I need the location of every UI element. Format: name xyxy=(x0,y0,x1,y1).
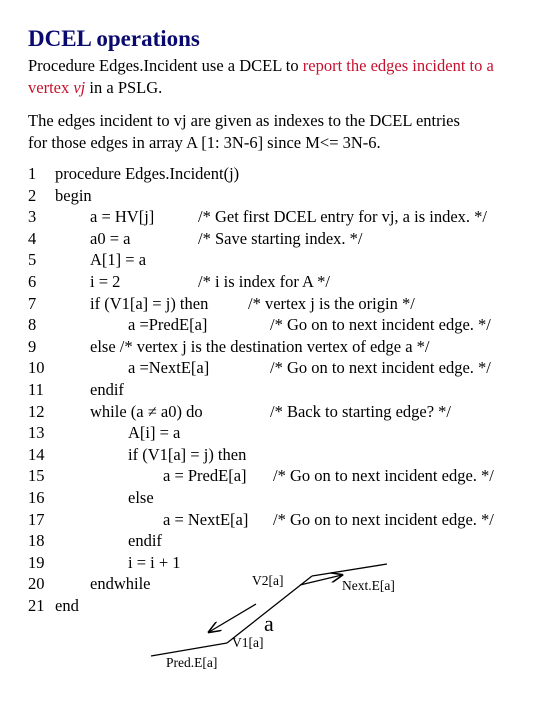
code-text: a =PredE[a] xyxy=(128,315,208,335)
code-text: A[1] = a xyxy=(90,250,147,270)
code-text: procedure Edges.Incident(j) xyxy=(55,164,240,183)
code-comment: /* Get first DCEL entry for vj, a is index. */ xyxy=(198,207,487,227)
line-number: 5 xyxy=(28,250,37,270)
code-text: while (a ≠ a0) do xyxy=(90,401,203,421)
line-number: 20 xyxy=(28,574,45,594)
line-number: 3 xyxy=(28,207,37,227)
explanation-line-1: The edges incident to vj are given as indexes to the DCEL entries xyxy=(28,111,460,130)
code-text: if (V1[a] = j) then xyxy=(128,444,247,464)
intro-text-2: in a PSLG. xyxy=(85,78,163,97)
code-text: endif xyxy=(90,380,124,399)
code-comment: /* vertex j is the origin */ xyxy=(248,293,415,313)
line-number: 2 xyxy=(28,185,37,205)
line-number: 14 xyxy=(28,444,45,464)
code-comment: /* Go on to next incident edge. */ xyxy=(273,509,494,529)
line-number: 10 xyxy=(28,358,45,378)
code-text: a =NextE[a] xyxy=(128,358,210,378)
v1-label: V1[a] xyxy=(232,635,264,650)
intro-highlight-vj: vj xyxy=(73,78,86,97)
code-comment: /* Go on to next incident edge. */ xyxy=(270,358,491,378)
code-comment: /* Back to starting edge? */ xyxy=(270,401,451,421)
line-number: 6 xyxy=(28,272,37,291)
code-text: if (V1[a] = j) then xyxy=(90,293,209,313)
line-number: 1 xyxy=(28,164,37,183)
intro-highlight-2: vertex xyxy=(28,78,74,97)
intro-highlight: report the edges incident to a xyxy=(302,56,494,75)
code-text: a = PredE[a] xyxy=(163,466,247,486)
code-text: i = i + 1 xyxy=(128,552,181,572)
line-number: 12 xyxy=(28,401,45,421)
code-text: a = HV[j] xyxy=(90,207,155,227)
v2-label: V2[a] xyxy=(252,573,284,588)
pred-edge-label: Pred.E[a] xyxy=(166,655,218,670)
code-comment: /* i is index for A */ xyxy=(198,272,330,291)
code-text: i = 2 xyxy=(90,272,121,291)
explanation-line-2: for those edges in array A [1: 3N-6] since M<= 3N-6. xyxy=(28,133,381,152)
line-number: 7 xyxy=(28,293,37,313)
line-number: 9 xyxy=(28,336,37,356)
code-text: end xyxy=(55,596,79,615)
line-number: 8 xyxy=(28,315,37,335)
edge-a-label: a xyxy=(264,611,274,636)
code-comment: /* Save starting index. */ xyxy=(198,228,363,248)
code-text: begin xyxy=(55,185,92,205)
code-text: else /* vertex j is the destination vertex of edge a */ xyxy=(90,336,430,356)
line-number: 15 xyxy=(28,466,45,486)
code-text: A[i] = a xyxy=(128,423,181,443)
line-number: 13 xyxy=(28,423,45,443)
slide-title: DCEL operations xyxy=(28,26,200,51)
code-comment: /* Go on to next incident edge. */ xyxy=(270,315,491,335)
code-comment: /* Go on to next incident edge. */ xyxy=(273,466,494,486)
code-text: a = NextE[a] xyxy=(163,509,249,529)
line-number: 17 xyxy=(28,509,45,529)
intro-text: Procedure Edges.Incident use a DCEL to xyxy=(28,56,303,75)
next-edge-label: Next.E[a] xyxy=(342,578,395,593)
pred-arrow xyxy=(209,604,256,632)
line-number: 18 xyxy=(28,531,45,551)
code-text: endwhile xyxy=(90,574,151,594)
code-text: else xyxy=(128,488,154,507)
line-number: 16 xyxy=(28,488,45,507)
next-edge-line xyxy=(312,564,387,576)
code-text: endif xyxy=(128,531,162,551)
line-number: 11 xyxy=(28,380,44,399)
code-text: a0 = a xyxy=(90,228,131,248)
line-number: 4 xyxy=(28,228,37,248)
line-number: 21 xyxy=(28,596,45,615)
line-number: 19 xyxy=(28,552,45,572)
